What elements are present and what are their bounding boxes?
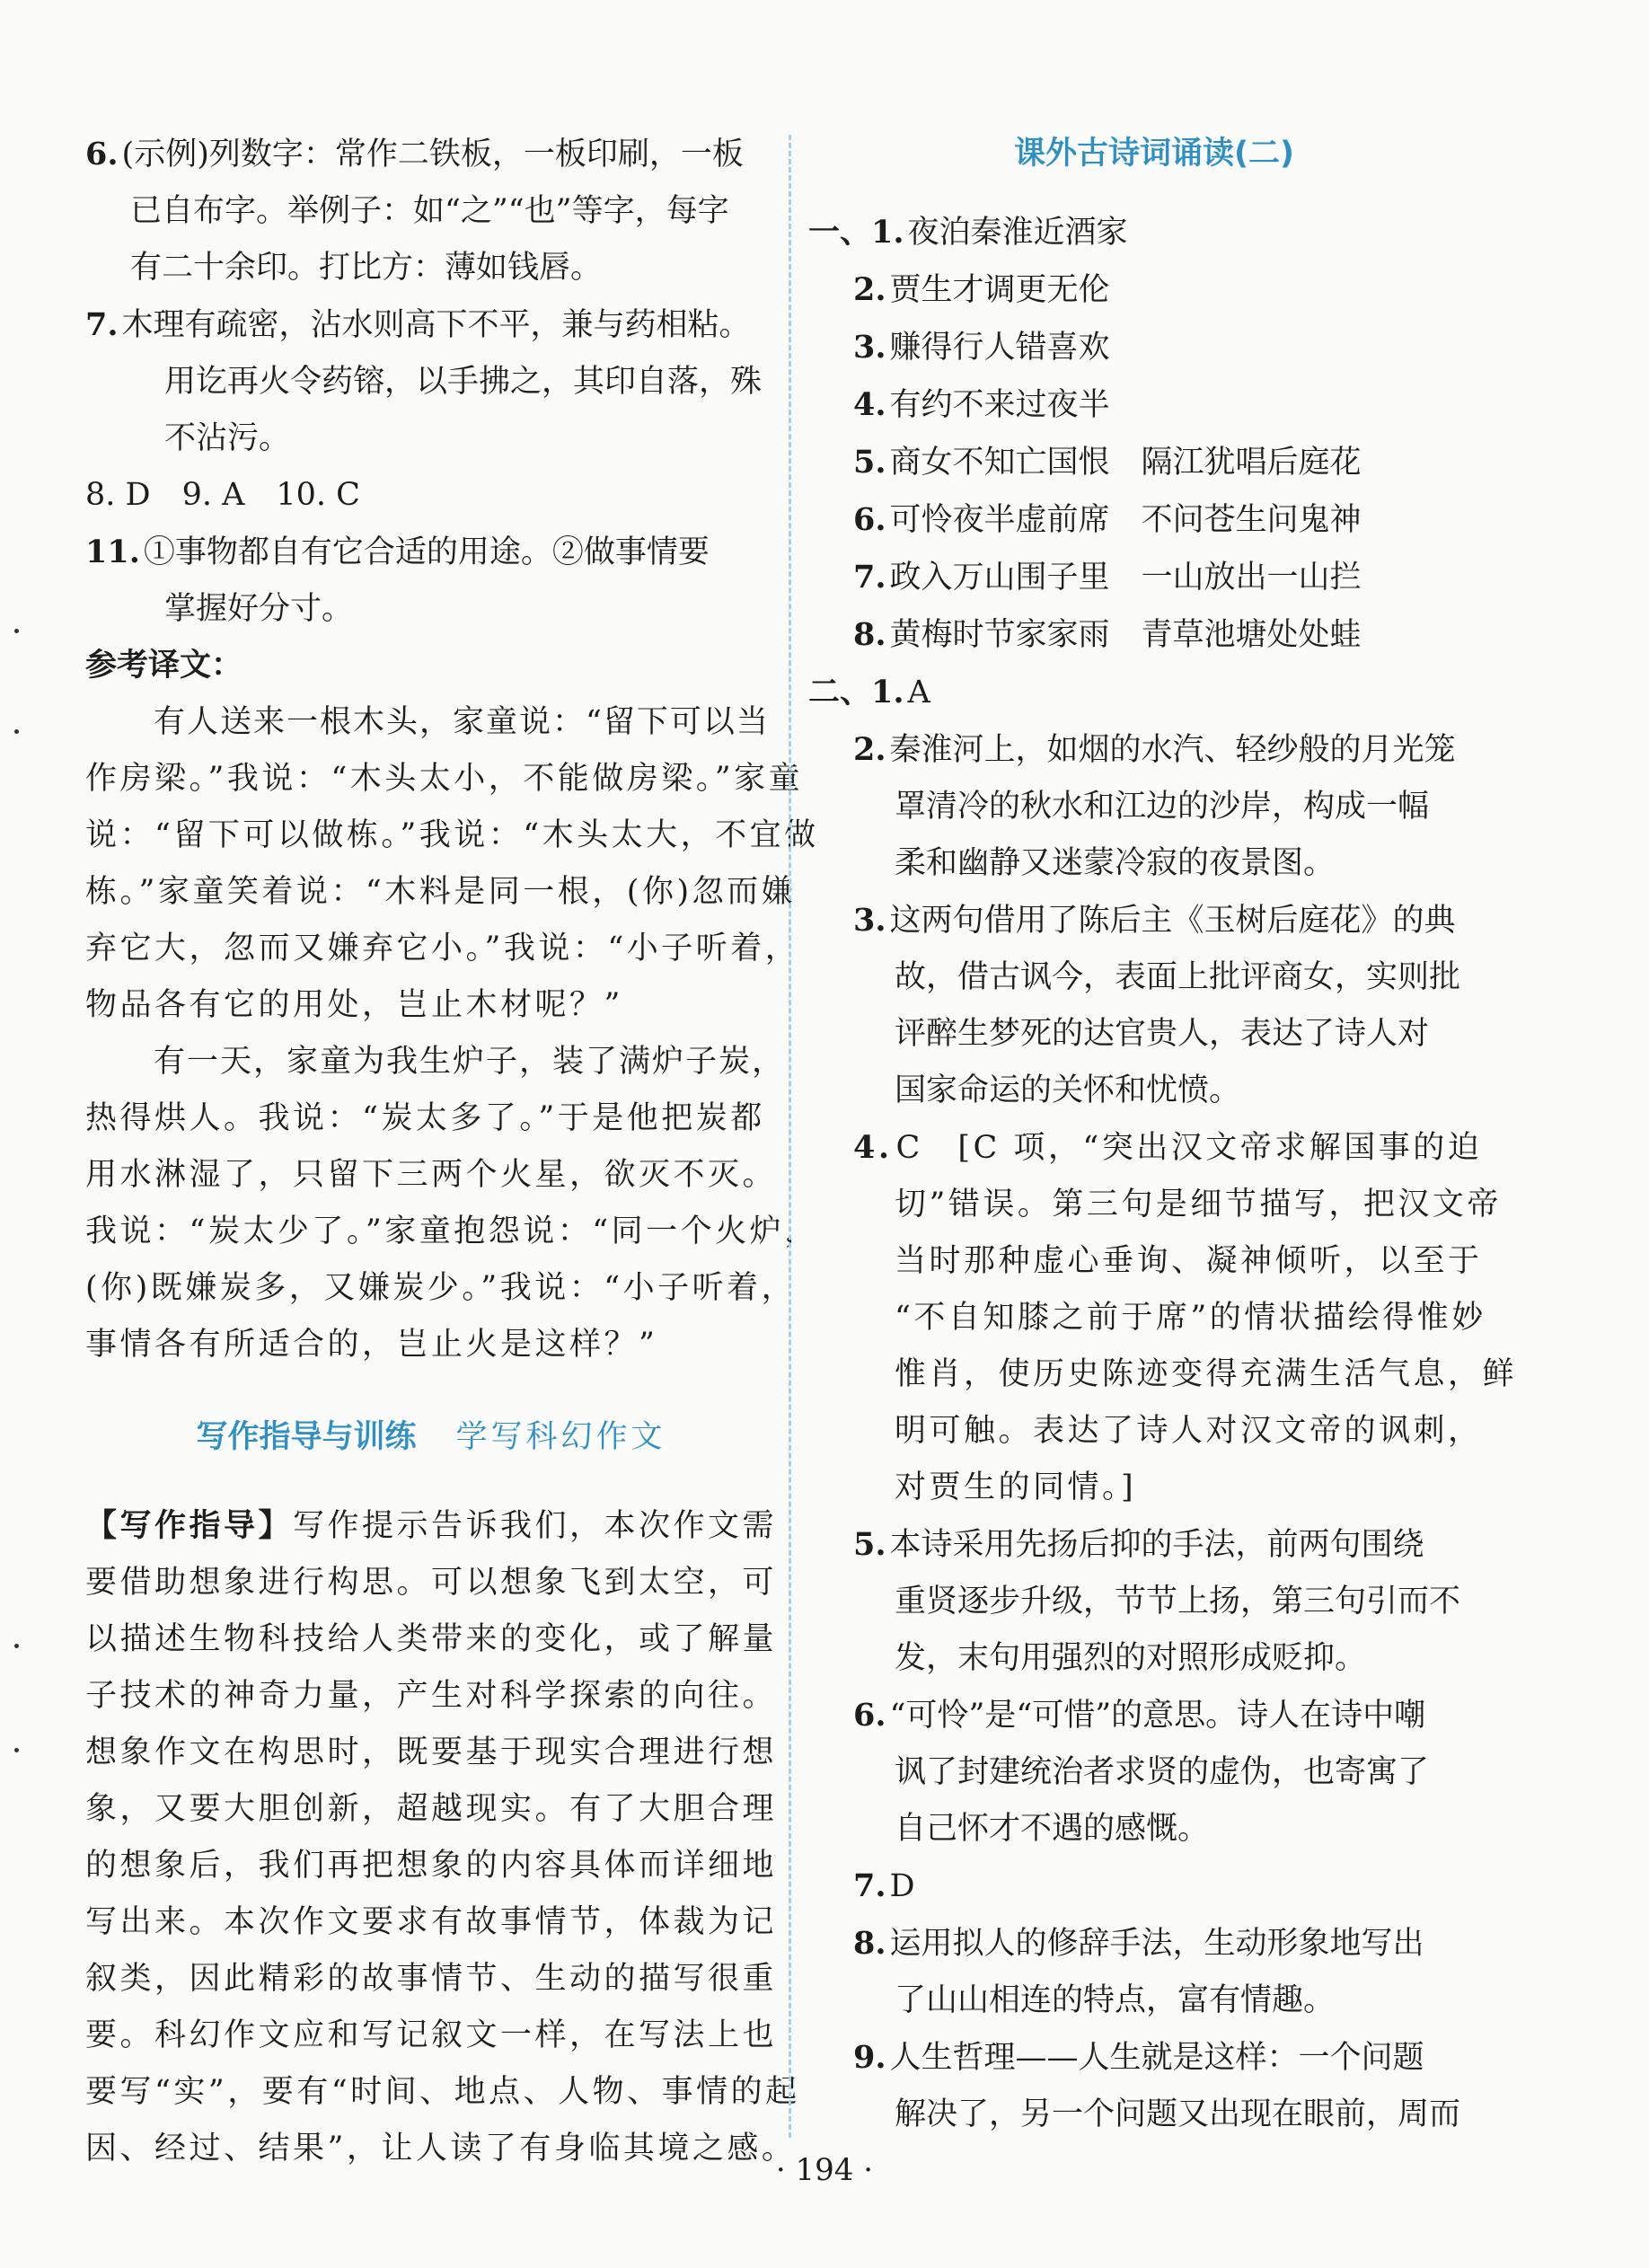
item-text: 赚得行人错喜欢 [889,330,1110,366]
text-line [808,1915,1500,1972]
text-line [808,1346,1518,1403]
item-number: 一、1. [808,214,904,251]
item-number: 4. [853,386,886,423]
item-text: 我说：“炭太少了。”家童抱怨说：“同一个火炉， [85,1213,819,1249]
text-line [808,1687,1500,1744]
writing-line [85,1668,777,1725]
item-text: 物品各有它的用处，岂止木材呢？” [85,987,623,1023]
item-number: 7. [85,306,119,343]
item-text: 政入万山围子里 一山放出一山拦 [889,560,1362,596]
item-text: 重贤逐步升级，节节上扬，第三句引而不 [895,1584,1461,1619]
text-line [808,721,1500,779]
item-text: 商女不知亡国恨 隔江犹唱后庭花 [889,445,1362,481]
item-number: 8. [853,616,886,653]
item-text: 有一天，家童为我生炉子，装了满炉子炭， [154,1044,786,1080]
translation-label: 参考译文： [85,648,243,684]
item-text: 有二十余印。打比方：薄如钱唇。 [130,250,603,286]
writing-text: 要写“实”，要有“时间、地点、人物、事情的起 [85,2074,800,2110]
writing-text: 写出来。本次作文要求有故事情节，体裁为记 [85,1904,778,1940]
column-divider [789,135,791,2138]
item-text: C [C 项，“突出汉文帝求解国事的迫 [895,1130,1483,1166]
writing-text: 写作提示告诉我们，本次作文需 [293,1508,778,1544]
item-text: 热得烘人。我说：“炭太多了。”于是他把炭都 [85,1100,765,1136]
item-text: 发，末句用强烈的对照形成贬抑。 [895,1640,1367,1676]
text-line [808,1858,1500,1915]
item-text: “不自知膝之前于席”的情状描绘得惟妙 [895,1300,1486,1336]
text-line [808,1801,1500,1858]
writing-line [85,1838,777,1894]
item-text: A [907,675,930,710]
item-text: 有人送来一根木头，家童说：“留下可以当 [154,704,770,740]
item-number: 11. [85,534,140,570]
item-text: 明可触。表达了诗人对汉文帝的讽刺， [895,1413,1483,1449]
item-text: 这两句借用了陈后主《玉树后庭花》的典 [889,903,1456,939]
item-text: 已自布字。举例子：如“之”“也”等字，每字 [130,193,729,229]
item-text: 8. D 9. A 10. C [85,477,360,513]
text-line [85,126,777,183]
item-number: 2. [853,271,886,308]
text-line [85,864,797,921]
item-number: 4. [853,1129,893,1166]
item-text: 讽了封建统治者求贤的虚伪，也寄寓了 [895,1754,1430,1790]
writing-text: 象，又要大胆创新，超越现实。有了大胆合理 [85,1791,778,1827]
item-text: 切”错误。第三句是细节描写，把汉文帝 [895,1187,1502,1222]
item-text: 对贾生的同情。] [895,1469,1137,1505]
text-line [85,524,777,581]
item-number: 5. [853,444,886,481]
writing-title: 写作指导与训练 [196,1419,417,1455]
text-line [85,354,777,410]
text-line [808,1177,1500,1233]
item-text: 惟肖，使历史陈迹变得充满生活气息，鲜 [895,1356,1518,1392]
writing-label: 【写作指导】 [85,1508,294,1544]
translation-block [85,694,819,1373]
margin-dot [14,1644,19,1648]
item-text: 可怜夜半虚前席 不问苍生问鬼神 [889,502,1362,538]
text-line [85,1317,777,1373]
text-line [808,261,1500,319]
item-text: 用讫再火令药镕，以手拂之，其印自落，殊 [164,364,763,400]
item-text: ①事物都自有它合适的用途。②做事情要 [143,534,710,570]
item-text: 了山山相连的特点，富有情趣。 [895,1982,1336,2018]
text-line [808,779,1500,835]
writing-line [85,1555,777,1611]
text-line [808,1516,1500,1574]
text-line [808,1972,1500,2029]
text-line [85,1034,786,1090]
text-line [85,977,777,1034]
text-line [808,1403,1500,1460]
text-line [85,1204,819,1260]
item-text: 秦淮河上，如烟的水汽、轻纱般的月光笼 [889,732,1456,768]
item-text: 用水淋湿了，只留下三两个火星，欲灭不灭。 [85,1157,778,1193]
margin-dot [14,729,19,734]
item-text: (你)既嫌炭多，又嫌炭少。”我说：“小子听着， [85,1270,797,1306]
item-text: 弃它大，忽而又嫌弃它小。”我说：“小子听着， [85,931,800,966]
item-number: 8. [853,1925,886,1962]
item-number: 2. [853,731,886,768]
text-line [808,1630,1500,1687]
text-line [808,1744,1500,1801]
text-line [85,751,804,807]
writing-text: 叙类，因此精彩的故事情节、生动的描写很重 [85,1961,778,1997]
text-line [808,2029,1500,2087]
item-text: 夜泊秦淮近酒家 [907,215,1128,251]
writing-line [85,1894,777,1951]
item-text: 说：“留下可以做栋。”我说：“木头太大，不宜做 [85,817,819,853]
poetry-section-title: 课外古诗词诵读(二) [1014,136,1294,172]
item-text: 国家命运的关怀和忧愤。 [895,1072,1241,1108]
text-line [808,949,1500,1006]
item-number: 6. [853,501,886,538]
item-text: 评醉生梦死的达官贵人，表达了诗人对 [895,1016,1430,1052]
text-line [85,467,777,524]
item-text: 栋。”家童笑着说：“木料是同一根，(你)忽而嫌 [85,874,797,910]
text-line [85,296,777,354]
item-text: 本诗采用先扬后抑的手法，前两句围绕 [889,1527,1424,1563]
item-text: 罩清冷的秋水和江边的沙岸，构成一幅 [895,789,1430,825]
item-number: 3. [853,329,886,366]
text-line [85,921,800,977]
item-text: D [889,1868,915,1904]
writing-text: 以描述生物科技给人类带来的变化，或了解量 [85,1621,778,1657]
item-text: 有约不来过夜半 [889,387,1110,423]
item-text: 黄梅时节家家雨 青草池塘处处蛙 [889,617,1362,653]
text-line [85,807,819,864]
text-line [808,549,1500,606]
writing-line [85,1498,777,1555]
writing-text: 要借助想象进行构思。可以想象飞到太空，可 [85,1565,778,1601]
writing-line [85,2064,800,2121]
item-number: 5. [853,1526,886,1563]
writing-line [85,2008,777,2064]
right-column [808,126,1518,2143]
item-text: 掌握好分寸。 [164,591,354,627]
text-line [808,491,1500,549]
page-number: · 194 · [775,2152,874,2188]
item-text: 自己怀才不遇的感慨。 [895,1811,1210,1847]
item-text: “可怜”是“可惜”的意思。诗人在诗中嘲 [889,1698,1426,1734]
margin-dot [14,629,19,633]
item-text: 木理有疏密，沾水则高下不平，兼与药相粘。 [121,307,751,343]
item-text: (示例)列数字：常作二铁板，一板印刷，一板 [121,137,744,172]
text-line [85,1147,777,1204]
writing-text: 要。科幻作文应和写记叙文一样，在写法上也 [85,2017,778,2053]
item-number: 3. [853,902,886,939]
writing-text: 因、经过、结果”，让人读了有身临其境之感。 [85,2131,797,2167]
writing-text: 的想象后，我们再把想象的内容具体而详细地 [85,1848,778,1884]
text-line [808,1006,1500,1063]
text-line [85,1260,797,1317]
text-line [808,319,1500,376]
text-line [85,183,777,240]
text-line [808,1574,1500,1630]
writing-line [85,1781,777,1838]
text-line [808,1119,1500,1177]
text-line [808,1233,1500,1290]
item-number: 二、1. [808,674,904,710]
item-number: 7. [853,559,886,596]
item-text: 人生哲理——人生就是这样：一个问题 [889,2040,1424,2076]
item-text: 解决了，另一个问题又出现在眼前，周而 [895,2096,1461,2132]
text-line [808,204,1500,261]
writing-guide-block [85,1498,800,2177]
item-text: 柔和幽静又迷蒙冷寂的夜景图。 [895,845,1336,881]
item-text: 作房梁。”我说：“木头太小，不能做房梁。”家童 [85,761,804,797]
text-line [808,1460,1500,1516]
writing-line [85,1611,777,1668]
writing-subtitle: 学写科幻作文 [455,1419,666,1455]
text-line [85,410,777,467]
text-line [808,1290,1500,1346]
text-line [808,434,1500,491]
text-line [808,892,1500,949]
text-line [85,1090,777,1147]
item-number: 9. [853,2039,886,2076]
item-text: 运用拟人的修辞手法，生动形象地写出 [889,1926,1424,1962]
item-text: 故，借古讽今，表面上批评商女，实则批 [895,959,1461,995]
writing-section-title [85,1409,777,1466]
writing-text: 子技术的神奇力量，产生对科学探索的向往。 [85,1678,778,1714]
text-line [808,2087,1500,2143]
text-line [808,835,1500,892]
item-number: 6. [85,136,119,172]
text-line [85,240,777,296]
margin-dot [14,1748,19,1752]
item-number: 7. [853,1867,886,1904]
writing-text: 想象作文在构思时，既要基于现实合理进行想 [85,1734,778,1770]
item-text: 事情各有所适合的，岂止火是这样？” [85,1327,658,1363]
text-line [85,694,777,751]
writing-line [85,1725,777,1781]
item-text: 贾生才调更无伦 [889,272,1110,308]
text-line [808,376,1500,434]
text-line [808,664,1500,721]
item-text: 当时那种虚心垂询、凝神倾听，以至于 [895,1243,1483,1279]
text-line [808,606,1500,664]
text-line [808,1063,1500,1119]
answers-block [85,126,777,638]
left-column [85,126,819,2177]
poetry-answers-block [808,204,1518,2143]
item-number: 6. [853,1697,886,1734]
item-text: 不沾污。 [164,420,291,456]
writing-line [85,1951,777,2008]
text-line [85,581,777,638]
